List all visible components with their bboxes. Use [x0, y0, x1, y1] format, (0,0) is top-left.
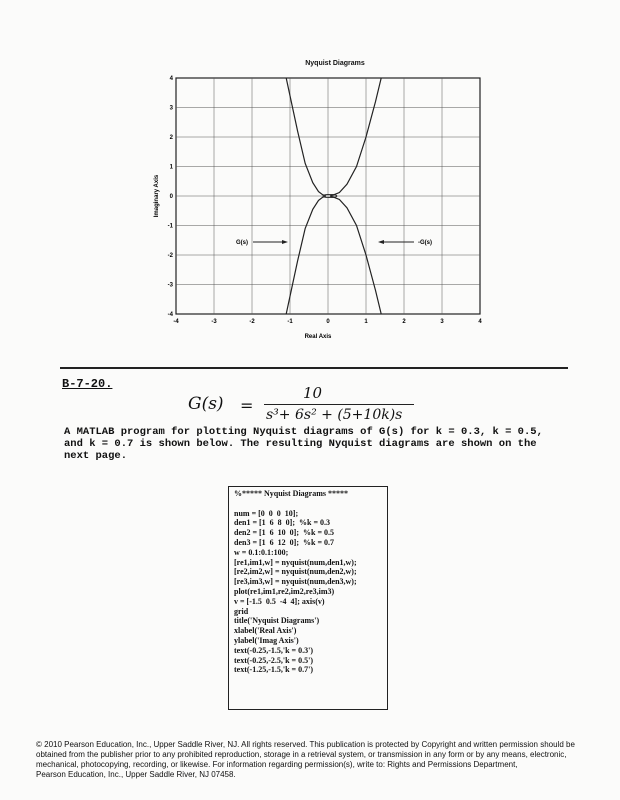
code-line [234, 499, 382, 509]
footer-line: obtained from the publisher prior to any prohibited reproduction, storage in a retrieval system, or transmission in any form or by any means, electronic, [36, 750, 567, 759]
formula-lhs: G(s) [188, 394, 224, 414]
x-axis-label: Real Axis [304, 334, 332, 340]
y-tick-label: 4 [169, 76, 173, 82]
formula-equals: = [240, 396, 254, 415]
code-line: ylabel('Imag Axis') [234, 635, 299, 645]
arrow-neg-g-head [378, 240, 384, 244]
code-line: den2 = [1 6 10 0]; %k = 0.5 [234, 528, 335, 538]
formula-denominator: s³+ 6s² + (5+10k)s [266, 407, 403, 423]
y-tick-label: -1 [167, 223, 173, 230]
y-tick-label: 2 [169, 135, 173, 141]
y-tick-label: -3 [167, 282, 173, 289]
y-tick-labels [168, 76, 174, 318]
x-tick-label: -2 [249, 319, 255, 325]
transfer-function [188, 384, 428, 426]
fraction-bar [264, 404, 414, 405]
x-tick-label: -3 [211, 319, 217, 325]
y-tick-label: 0 [169, 194, 173, 200]
code-line: text(-0.25,-1.5,'k = 0.3') [234, 645, 313, 655]
x-tick-label: 3 [440, 319, 444, 325]
code-line: plot(re1,im1,re2,im2,re3,im3) [234, 586, 335, 596]
code-line: [re3,im3,w] = nyquist(num,den3,w); [234, 577, 357, 587]
x-tick-label: -1 [287, 319, 293, 325]
y-tick-label: -2 [167, 253, 173, 259]
footer-line: © 2010 Pearson Education, Inc., Upper Saddle River, NJ. All rights reserved. This publication is protected by Copyright and written permission should be [36, 740, 575, 749]
annotation-g: G(s) [236, 240, 248, 246]
x-tick-labels [173, 319, 482, 325]
x-tick-label: 4 [478, 319, 482, 325]
nyquist-plot [150, 70, 490, 345]
copyright-footer [36, 740, 596, 780]
code-line: title('Nyquist Diagrams') [234, 616, 320, 626]
y-tick-label: 1 [169, 164, 173, 171]
code-line: text(-0.25,-2.5,'k = 0.5') [234, 655, 313, 665]
y-tick-label: -4 [167, 312, 173, 318]
arrow-g-head [282, 240, 288, 244]
code-line: w = 0.1:0.1:100; [234, 547, 289, 557]
code-line: den1 = [1 6 8 0]; %k = 0.3 [234, 518, 331, 528]
section-divider [60, 367, 568, 369]
code-line: xlabel('Real Axis') [234, 626, 297, 636]
x-tick-label: 2 [402, 319, 406, 325]
y-axis-label: Imaginary Axis [154, 174, 160, 218]
annotation-neg-g: -G(s) [418, 240, 432, 246]
code-line: v = [-1.5 0.5 -4 4]; axis(v) [234, 596, 325, 606]
footer-line: mechanical, photocopying, recording, or likewise. For information regarding permission(s), write to: Rights and Permissions Department, [36, 760, 518, 769]
footer-line: Pearson Education, Inc., Upper Saddle River, NJ 07458. [36, 770, 236, 779]
problem-number: B-7-20. [62, 377, 113, 391]
x-tick-label: 0 [326, 319, 330, 325]
code-line: den3 = [1 6 12 0]; %k = 0.7 [234, 537, 335, 547]
plot-grid [176, 78, 480, 314]
x-tick-label: 1 [364, 319, 368, 325]
y-tick-label: 3 [169, 105, 173, 112]
formula-numerator: 10 [303, 384, 323, 402]
matlab-code-box [228, 486, 388, 710]
code-line: text(-1.25,-1.5,'k = 0.7') [234, 665, 313, 675]
code-line: num = [0 0 0 10]; [234, 508, 299, 518]
code-line: [re1,im1,w] = nyquist(num,den1,w); [234, 557, 357, 567]
x-tick-label: -4 [173, 319, 179, 325]
code-line: grid [234, 606, 249, 616]
code-line: [re2,im2,w] = nyquist(num,den2,w); [234, 567, 357, 577]
plot-title: Nyquist Diagrams [305, 60, 365, 67]
code-line: %***** Nyquist Diagrams ***** [234, 489, 349, 498]
problem-intro: A MATLAB program for plotting Nyquist diagrams of G(s) for k = 0.3, k = 0.5, and k = 0.7 is shown below. The resulting Nyquist diagrams are shown on the next page. [64, 426, 543, 462]
